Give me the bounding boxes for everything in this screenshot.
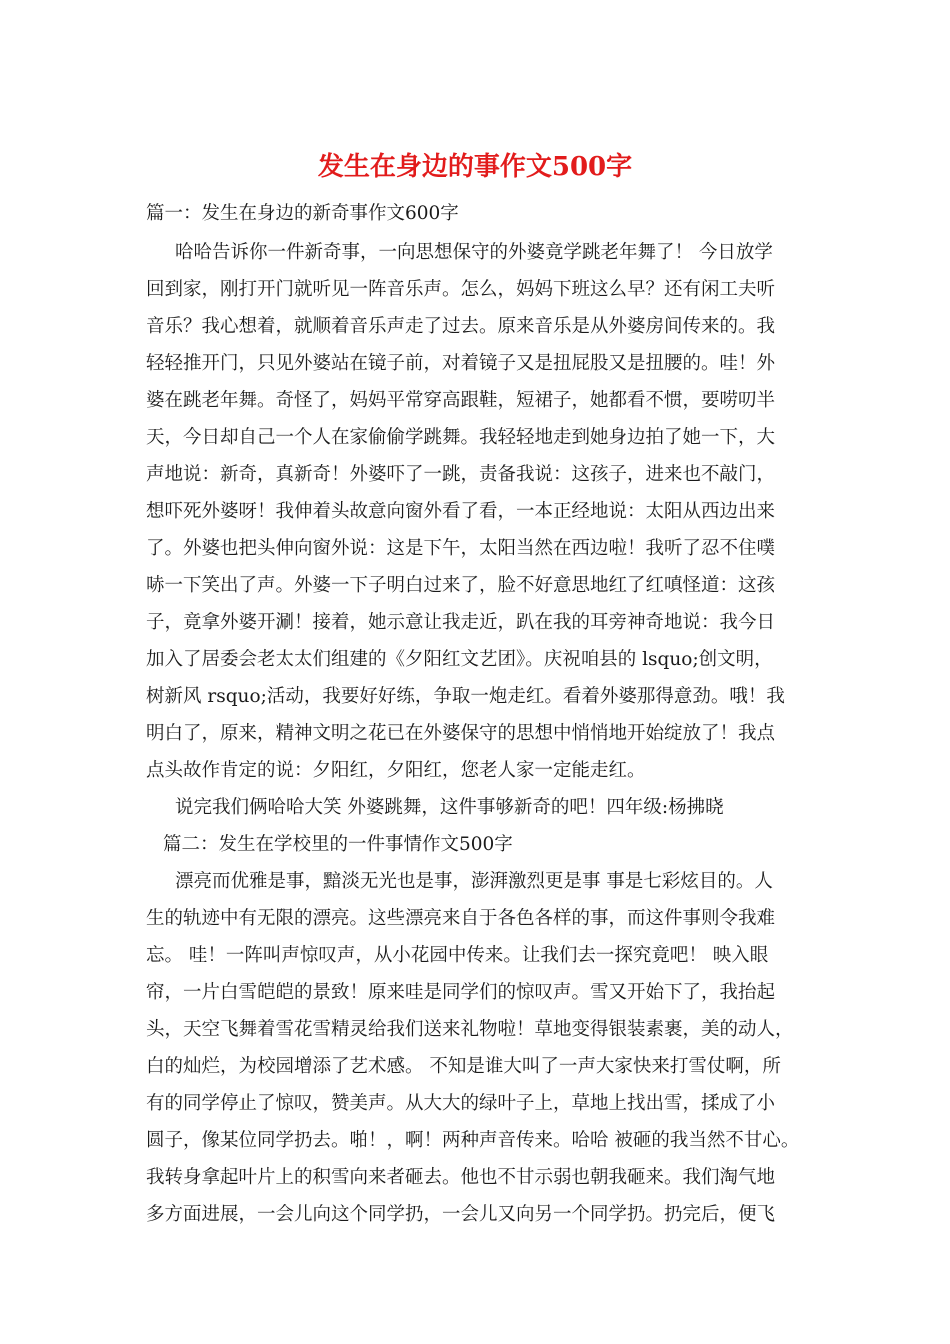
paragraph-line: 加入了居委会老太太们组建的《夕阳红文艺团》。庆祝咱县的 lsquo;创文明，: [146, 649, 773, 670]
paragraph-line: 回到家，刚打开门就听见一阵音乐声。怎么，妈妈下班这么早？还有闲工夫听: [146, 279, 776, 300]
paragraph-line: 音乐？我心想着，就顺着音乐声走了过去。原来音乐是从外婆房间传来的。我: [146, 316, 776, 337]
paragraph-line: 声地说：新奇，真新奇！外婆吓了一跳，责备我说：这孩子，进来也不敲门，: [146, 464, 776, 485]
paragraph-line: 白的灿烂，为校园增添了艺术感。 不知是谁大叫了一声大家快来打雪仗啊，所: [146, 1056, 781, 1077]
paragraph-line: 了。外婆也把头伸向窗外说：这是下午，太阳当然在西边啦！我听了忍不住噗: [146, 538, 776, 559]
section-heading-2: 篇二：发生在学校里的一件事情作文500字: [163, 834, 513, 855]
paragraph-line: 子，竟拿外婆开涮！接着，她示意让我走近，趴在我的耳旁神奇地说：我今日: [146, 612, 776, 633]
paragraph-line: 想吓死外婆呀！我伸着头故意向窗外看了看，一本正经地说：太阳从西边出来: [146, 501, 776, 522]
section-heading-1: 篇一：发生在身边的新奇事作文600字: [146, 203, 459, 224]
paragraph-line: 头，天空飞舞着雪花雪精灵给我们送来礼物啦！草地变得银装素裹，美的动人，: [146, 1019, 794, 1040]
paragraph-line: 多方面进展，一会儿向这个同学扔，一会儿又向另一个同学扔。扔完后，便飞: [146, 1204, 776, 1225]
paragraph-line: 树新风 rsquo;活动，我要好好练，争取一炮走红。看着外婆那得意劲。哦！我: [146, 686, 785, 707]
paragraph-line: 生的轨迹中有无限的漂亮。这些漂亮来自于各色各样的事，而这件事则令我难: [146, 908, 776, 929]
paragraph-line: 说完我们俩哈哈大笑 外婆跳舞，这件事够新奇的吧！四年级:杨拂晓: [175, 797, 724, 818]
paragraph-line: 哧一下笑出了声。外婆一下子明白过来了，脸不好意思地红了红嗔怪道：这孩: [146, 575, 776, 596]
paragraph-line: 我转身拿起叶片上的积雪向来者砸去。他也不甘示弱也朝我砸来。我们淘气地: [146, 1167, 776, 1188]
paragraph-line: 轻轻推开门，只见外婆站在镜子前，对着镜子又是扭屁股又是扭腰的。哇！外: [146, 353, 776, 374]
paragraph-line: 忘。 哇！一阵叫声惊叹声，从小花园中传来。让我们去一探究竟吧！ 映入眼: [146, 945, 769, 966]
paragraph-line: 哈哈告诉你一件新奇事，一向思想保守的外婆竟学跳老年舞了！ 今日放学: [175, 242, 773, 263]
paragraph-line: 帘，一片白雪皑皑的景致！原来哇是同学们的惊叹声。雪又开始下了，我抬起: [146, 982, 776, 1003]
paragraph-line: 点头故作肯定的说：夕阳红，夕阳红，您老人家一定能走红。: [146, 760, 646, 781]
paragraph-line: 漂亮而优雅是事，黯淡无光也是事，澎湃激烈更是事 事是七彩炫目的。人: [175, 871, 773, 892]
paragraph-line: 婆在跳老年舞。奇怪了，妈妈平常穿高跟鞋，短裙子，她都看不惯，要唠叨半: [146, 390, 776, 411]
paragraph-line: 明白了，原来，精神文明之花已在外婆保守的思想中悄悄地开始绽放了！我点: [146, 723, 776, 744]
paragraph-line: 天，今日却自己一个人在家偷偷学跳舞。我轻轻地走到她身边拍了她一下，大: [146, 427, 776, 448]
paragraph-line: 有的同学停止了惊叹，赞美声。从大大的绿叶子上，草地上找出雪，揉成了小: [146, 1093, 776, 1114]
document-title: 发生在身边的事作文500字: [317, 152, 633, 182]
paragraph-line: 圆子，像某位同学扔去。啪！，啊！两种声音传来。哈哈 被砸的我当然不甘心。: [146, 1130, 800, 1151]
